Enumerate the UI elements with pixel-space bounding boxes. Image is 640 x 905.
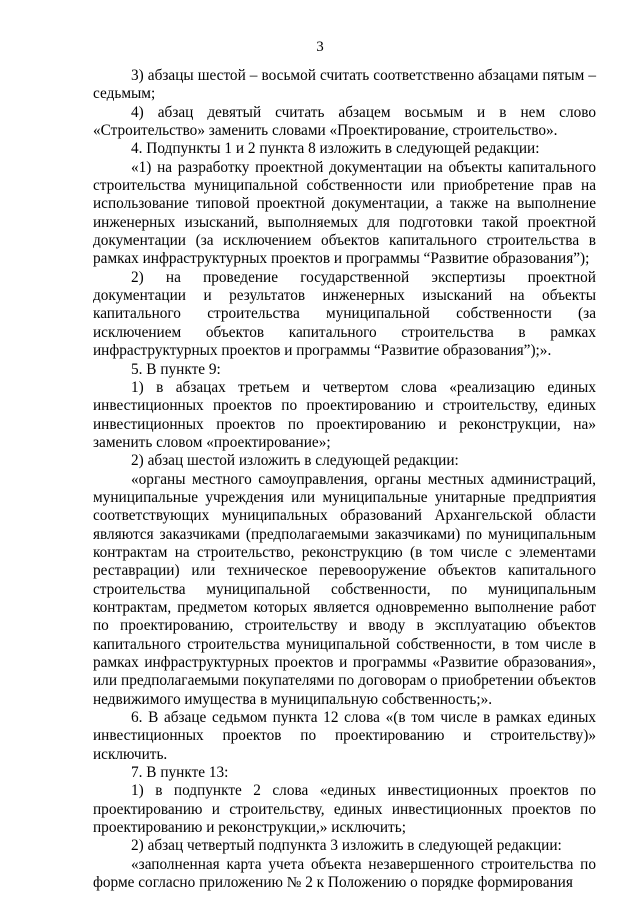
paragraph: 5. В пункте 9:	[131, 360, 221, 378]
page-number: 3	[316, 39, 324, 55]
paragraph: 7. В пункте 13:	[131, 764, 229, 782]
paragraph: 2) абзац четвертый подпункта 3 изложить в следующей редакции:	[131, 837, 562, 855]
paragraph: 4) абзац девятый считать абзацем восьмым и в нем слово «Строительство» заменить словами «Проектирование, строительство».	[93, 103, 596, 140]
paragraph: 3) абзацы шестой – восьмой считать соответственно абзацами пятым – седьмым;	[93, 67, 596, 103]
paragraph: 4. Подпункты 1 и 2 пункта 8 изложить в следующей редакции:	[131, 140, 540, 158]
paragraph: 2) на проведение государственной экспертизы проектной документации и результатов инженерных изысканий на объекты капитального строительства муниципальной собственности (за исключением объектов капитального строительства в рамках инфраструктурных проектов и программы “Развитие образования”);».	[93, 268, 596, 360]
paragraph: «1) на разработку проектной документации на объекты капитального строительства муниципальной собственности или приобретение прав на использование типовой проектной документации, а также на выполнение инженерных изысканий, выполняемых для подготовки такой проектной документации (за исключением объектов капитального строительства в рамках инфраструктурных проектов и программы “Развитие образования”);	[93, 158, 596, 268]
paragraph: «органы местного самоуправления, органы местных администраций, муниципальные учреждения или муниципальные унитарные предприятия соответствующих муниципальных образований Архангельской области являются заказчиками (предполагаемыми заказчиками) по муниципальным контрактам на строительство, реконструкцию (в том числе с элементами реставрации) или техническое перевооружение объектов капитального строительства муниципальной собственности, по муниципальным контрактам, предметом которых является одновременно выполнение работ по проектированию, строительству и вводу в эксплуатацию объектов капитального строительства муниципальной собственности, в том числе в рамках инфраструктурных проектов и программы «Развитие образования», или предполагаемыми покупателями по договорам о приобретении объектов недвижимого имущества в муниципальную собственность;».	[93, 470, 596, 708]
paragraph: 6. В абзаце седьмом пункта 12 слова «(в том числе в рамках единых инвестиционных проектов по проектированию и строительству)» исключить.	[93, 709, 596, 763]
paragraph: «заполненная карта учета объекта незавершенного строительства по форме согласно приложению № 2 к Положению о порядке формирования	[93, 855, 596, 892]
paragraph: 2) абзац шестой изложить в следующей редакции:	[131, 452, 459, 470]
paragraph: 1) в абзацах третьем и четвертом слова «реализацию единых инвестиционных проектов по проектированию и строительству, единых инвестиционных проектов по проектированию и реконструкции, на» заменить словом «проектирование»;	[93, 378, 596, 451]
document-body	[93, 67, 596, 892]
paragraph: 1) в подпункте 2 слова «единых инвестиционных проектов по проектированию и строительству, единых инвестиционных проектов по проектированию и реконструкции,» исключить;	[93, 782, 596, 837]
